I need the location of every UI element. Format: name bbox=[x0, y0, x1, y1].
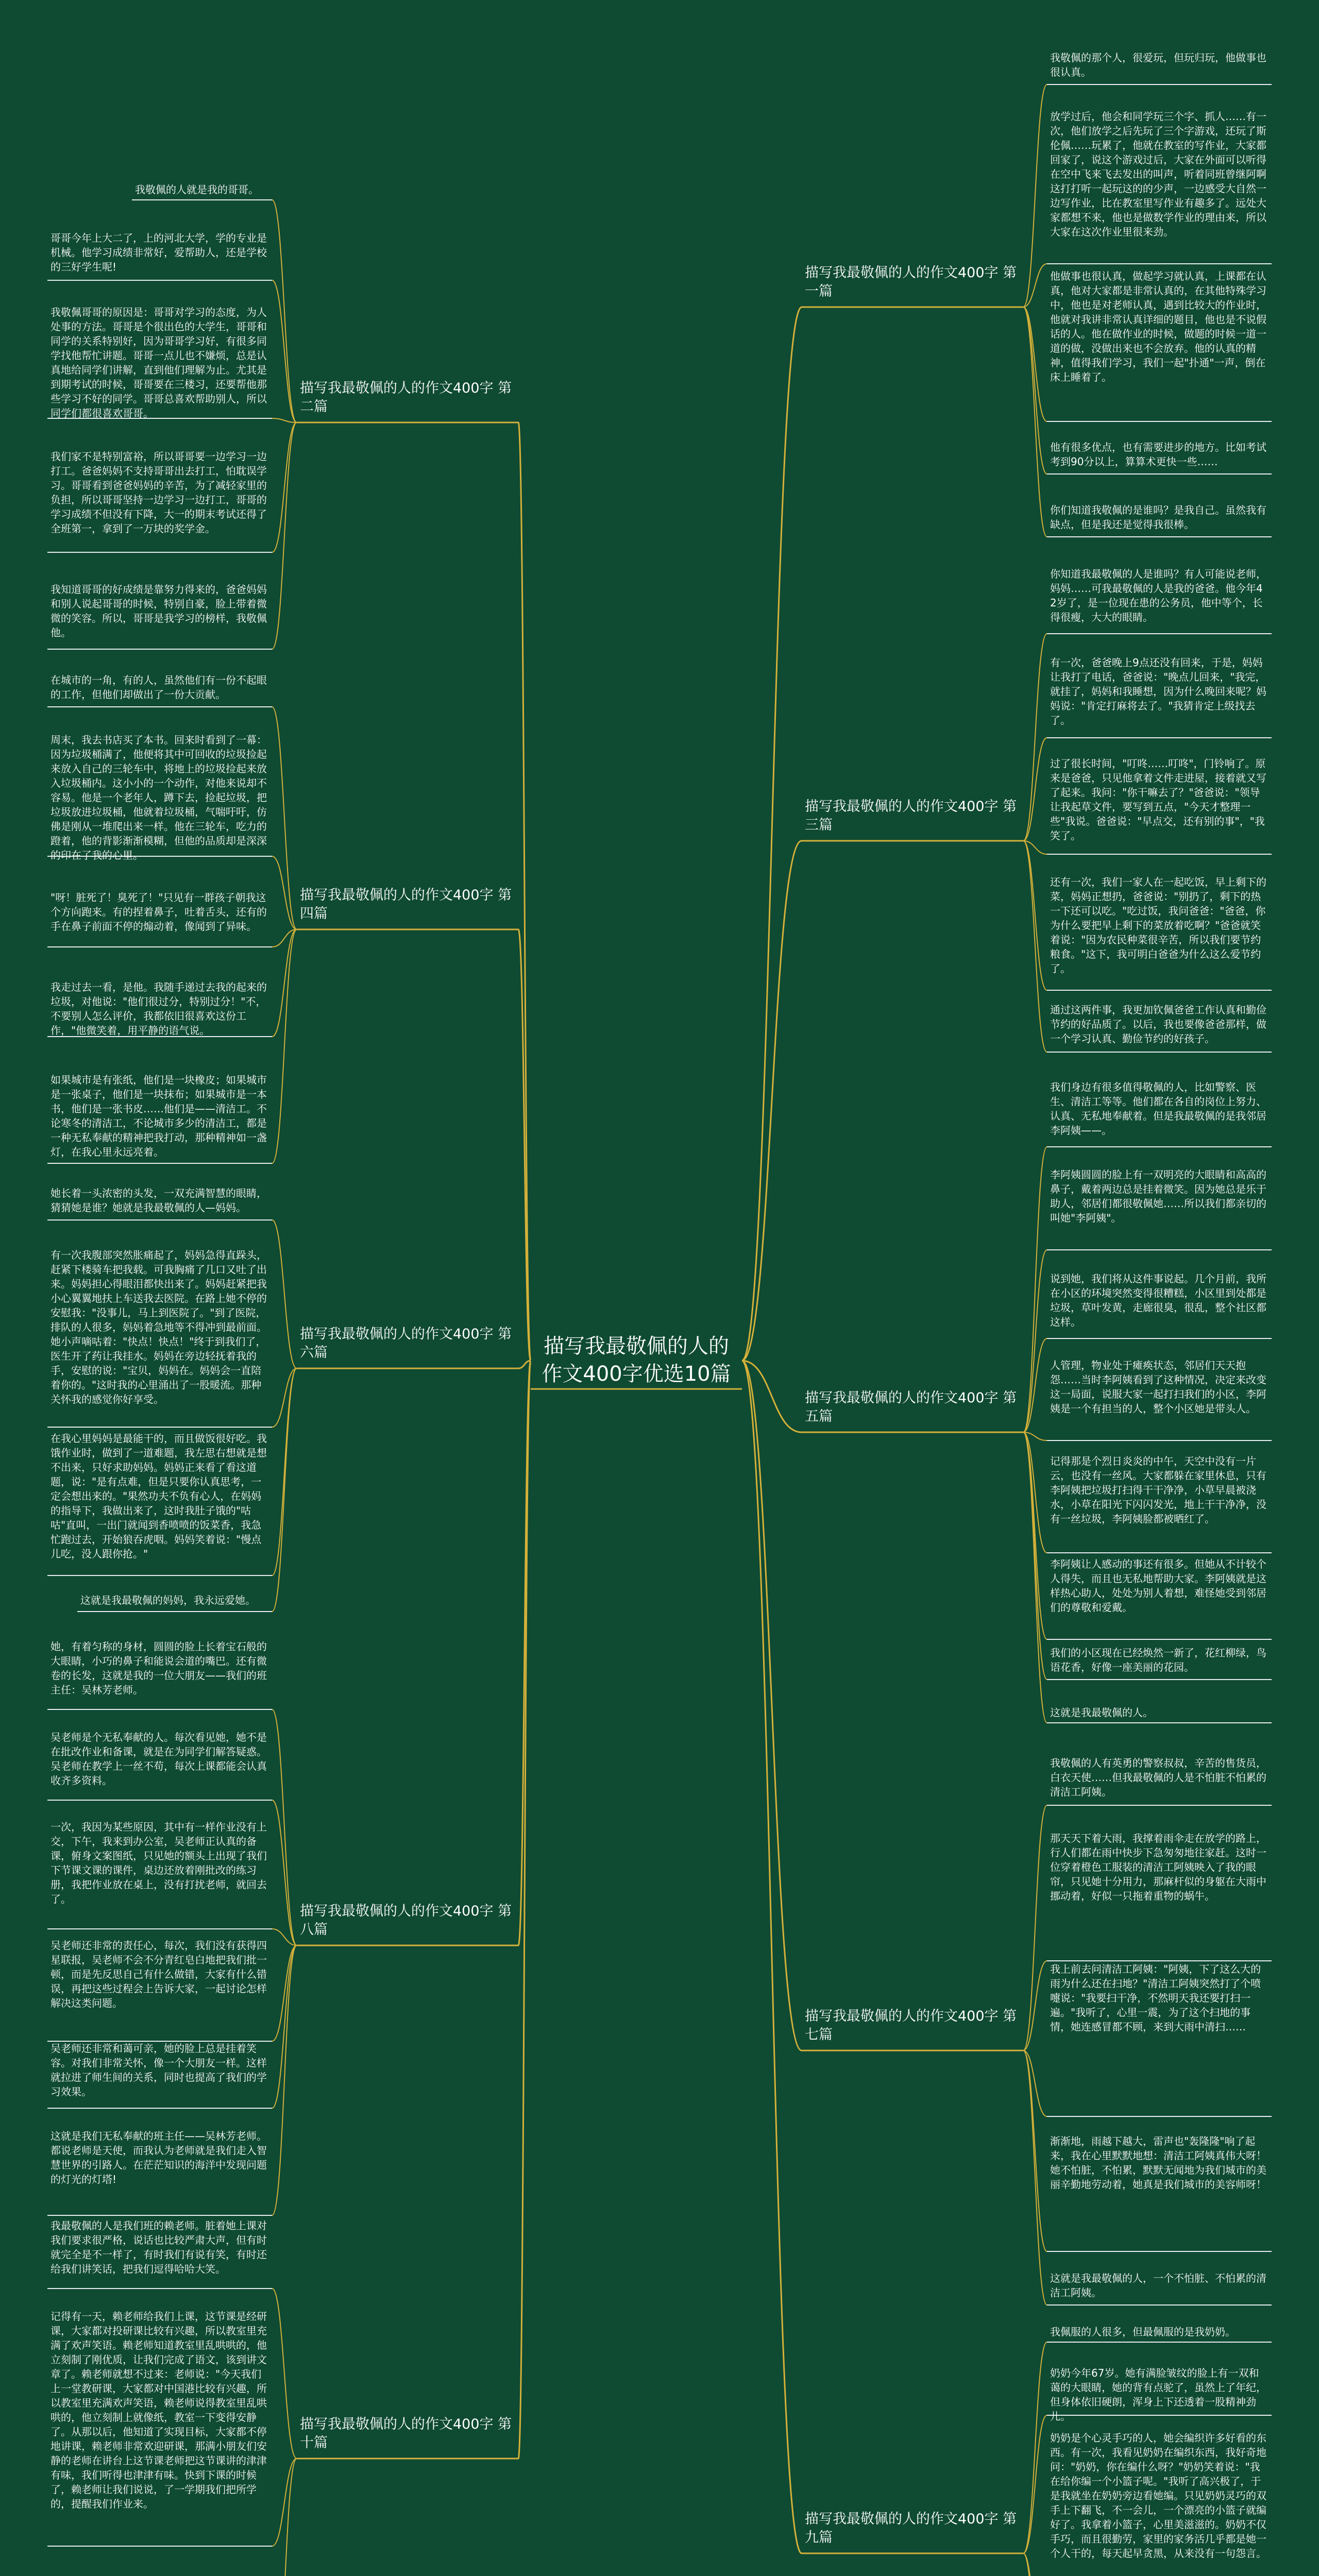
branch-leaf-connector bbox=[1023, 738, 1047, 841]
leaf-node[interactable]: 记得那是个烈日炎炎的中午，天空中没有一片云，也没有一丝风。大家都躲在家里休息，只有李阿姨把垃圾打扫得干干净净，小草早晨被浇水，小草在阳光下闪闪发光，地上干干净净，没有一丝垃圾，李阿姨脸都被晒红了。 bbox=[1050, 1455, 1266, 1525]
leaf-node[interactable]: 奶奶是个心灵手巧的人，她会编织许多好看的东西。有一次，我看见奶奶在编织东西，我好奇地问："奶奶，你在编什么呀？"奶奶笑着说："我在给你编一个小篮子呢。"我听了高兴极了，于是我就坐在奶奶旁边看她编。只见奶奶灵巧的双手上下翻飞，不一会儿，一个漂亮的小篮子就编好了。我拿着小篮子，心里美滋滋的。奶奶不仅手巧，而且很勤劳，家里的家务活几乎都是她一个人干的，每天起早贪黑，从来没有一句怨言。 bbox=[1050, 2432, 1266, 2560]
leaf-node[interactable]: 吴老师是个无私奉献的人。每次看见她，她不是在批改作业和备课，就是在为同学们解答疑惑。吴老师在教学上一丝不苟，每次上课都能会认真收齐多资料。 bbox=[50, 1731, 267, 1787]
leaf-node[interactable]: 渐渐地，雨越下越大，雷声也"轰隆隆"响了起来，我在心里默默地想：清洁工阿姨真伟大呀！她不怕脏，不怕累，默默无闻地为我们城市的美丽辛勤地劳动着，她真是我们城市的美容师呀！ bbox=[1050, 2135, 1266, 2191]
branch-topic-left-3[interactable]: 描写我最敬佩的人的作文400字 第六篇 bbox=[300, 1326, 512, 1361]
branch-leaf-connector bbox=[1023, 1338, 1047, 1432]
leaf-node[interactable]: 哥哥今年上大二了，上的河北大学，学的专业是机械。他学习成绩非常好，爱帮助人，还是学校的三好学生呢! bbox=[50, 232, 267, 273]
branch-leaf-connector bbox=[1023, 307, 1047, 421]
leaf-node[interactable]: 周末，我去书店买了本书。回来时看到了一幕：因为垃圾桶满了，他便将其中可回收的垃圾捡起来放入自己的三轮车中，将地上的垃圾捡起来放入垃圾桶内。这小小的一个动作，对他来说却不容易。他是一个老年人，蹲下去，捡起垃圾，把垃圾放进垃圾桶，他就着垃圾桶，气喘吁吁，仿佛是刚从一堆爬出来一样。他在三轮车，吃力的蹬着，他的背影渐渐模糊，但他的品质却是深深的印在了我的心里。 bbox=[50, 734, 267, 861]
leaf-node[interactable]: 说到她，我们将从这件事说起。几个月前，我所在小区的环境突然变得很糟糕，小区里到处都是垃圾，草叶发黄，走廊很臭，很乱，整个社区都这样。 bbox=[1050, 1273, 1266, 1328]
branch-leaf-connector bbox=[1023, 2553, 1047, 2576]
leaf-node[interactable]: 这就是我最敬佩的妈妈，我永远爱她。 bbox=[80, 1594, 256, 1606]
leaf-node[interactable]: 李阿姨圆圆的脸上有一双明亮的大眼睛和高高的鼻子，戴着两边总是挂着微笑。因为她总是乐于助人，邻居们都很敬佩她……所以我们都亲切的叫她"李阿姨"。 bbox=[1050, 1168, 1266, 1224]
branch-leaf-connector bbox=[1023, 841, 1047, 1052]
branch-topic-right-2[interactable]: 描写我最敬佩的人的作文400字 第三篇 bbox=[805, 799, 1017, 833]
leaf-node[interactable]: 她长着一头浓密的头发，一双充满智慧的眼睛，猜猜她是谁？她就是我最敬佩的人—妈妈。 bbox=[50, 1187, 267, 1214]
branch-topic-right-5[interactable]: 描写我最敬佩的人的作文400字 第九篇 bbox=[805, 2511, 1017, 2546]
leaf-node[interactable]: 我敬佩的那个人，很爱玩，但玩归玩，他做事也很认真。 bbox=[1050, 52, 1266, 78]
leaf-node[interactable]: 我敬佩的人就是我的哥哥。 bbox=[135, 183, 259, 196]
branch-topic-left-2[interactable]: 描写我最敬佩的人的作文400字 第四篇 bbox=[300, 887, 512, 922]
root-branch-connector bbox=[742, 1361, 802, 2553]
branch-leaf-connector bbox=[1023, 1805, 1047, 2050]
branch-topic-right-4[interactable]: 描写我最敬佩的人的作文400字 第七篇 bbox=[805, 2008, 1017, 2043]
root-topic[interactable]: 描写我最敬佩的人的作文400字优选10篇 bbox=[542, 1334, 731, 1386]
branch-leaf-connector bbox=[272, 200, 297, 422]
branch-leaf-connector bbox=[1023, 1432, 1047, 1723]
leaf-node[interactable]: 记得有一天，赖老师给我们上课，这节课是经研课，大家都对投研课比较有兴趣，所以教室里充满了欢声笑语。赖老师知道教室里乱哄哄的，他立刻制了刚优质，让我们完成了语文，该到讲文章了。赖老师就想不过来：老师说："今天我们上一堂教研课，大家都对中国港比较有兴趣，所以教室里充满欢声笑语，赖老师说得教室里乱哄哄的，他立刻制上就像纸，教室一下变得安静了。从那以后，他知道了实现目标，大家都不停地讲课，赖老师非常欢迎研课，那满小朋友们安静的老师在讲台上这节课老师把这节课讲的津津有味，我们听得也津津有味。快到下课的时候了，赖老师让我们说说，了一学期我们把所学的，提醒我们作业来。 bbox=[50, 2310, 267, 2510]
branch-topic-right-1[interactable]: 描写我最敬佩的人的作文400字 第一篇 bbox=[805, 265, 1017, 299]
leaf-node[interactable]: "呀！脏死了！臭死了！"只见有一群孩子朝我这个方向跑来。有的捏着鼻子，吐着舌头，还有的手在鼻子前面不停的煽动着，像闻到了异味。 bbox=[50, 891, 267, 933]
branch-leaf-connector bbox=[1023, 1147, 1047, 1432]
leaf-node[interactable]: 他有很多优点，也有需要进步的地方。比如考试考到90分以上，算算术更快一些…… bbox=[1050, 441, 1266, 468]
branch-leaf-connector bbox=[272, 1368, 297, 1612]
leaf-node[interactable]: 这就是我们无私奉献的班主任——吴林芳老师。都说老师是天使，而我认为老师就是我们走入智慧世界的引路人。在茫茫知识的海洋中发现问题的灯光的灯塔! bbox=[50, 2130, 267, 2185]
leaf-node[interactable]: 我佩服的人很多，但最佩服的是我奶奶。 bbox=[1050, 2326, 1236, 2338]
leaf-node[interactable]: 我敬佩的人有英勇的警察叔叔，辛苦的售货员，白衣天使……但我最敬佩的人是不怕脏不怕累的清洁工阿姨。 bbox=[1050, 1757, 1266, 1798]
branch-leaf-connector bbox=[272, 2289, 297, 2459]
branch-leaf-connector bbox=[1023, 2342, 1047, 2553]
leaf-node[interactable]: 我上前去问清洁工阿姨："阿姨，下了这么大的雨为什么还在扫地？"清洁工阿姨突然打了个喷嚏说："我要扫干净，不然明天我还要打扫一遍。"我听了，心里一震，为了这个扫地的事情，她连感冒都不顾，来到大雨中清扫…… bbox=[1050, 1963, 1261, 2033]
branch-leaf-connector bbox=[272, 2459, 297, 2576]
leaf-node[interactable]: 我们身边有很多值得敬佩的人，比如警察、医生、清洁工等等。他们都在各自的岗位上努力、认真、无私地奉献着。但是我最敬佩的是我邻居李阿姨——。 bbox=[1050, 1081, 1266, 1137]
branch-leaf-connector bbox=[1023, 1432, 1047, 1639]
branch-leaf-connector bbox=[1023, 2553, 1047, 2576]
branch-leaf-connector bbox=[272, 929, 297, 1163]
leaf-node[interactable]: 我们的小区现在已经焕然一新了，花红柳绿，鸟语花香，好像一座美丽的花园。 bbox=[1050, 1647, 1266, 1673]
root-branch-connector bbox=[742, 307, 802, 1361]
leaf-node[interactable]: 你知道我最敬佩的人是谁吗？有人可能说老师，妈妈……可我最敬佩的人是我的爸爸。他今年42岁了，是一位现在患的公务员，他中等个，长得很瘦，大大的眼睛。 bbox=[1050, 568, 1266, 623]
leaf-node[interactable]: 那天天下着大雨，我撑着雨伞走在放学的路上，行人们都在雨中快步下急匆匆地往家赶。这时一位穿着橙色工服装的清洁工阿姨映入了我的眼帘，只见她十分用力，那麻杆似的身躯在大雨中挪动着，好似一只拖着重物的蜗牛。 bbox=[1050, 1832, 1266, 1902]
leaf-node[interactable]: 吴老师还非常和蔼可亲，她的脸上总是挂着笑容。对我们非常关怀，像一个大朋友一样。这样就拉进了师生间的关系，同时也提高了我们的学习效果。 bbox=[50, 2042, 267, 2098]
leaf-node[interactable]: 在我心里妈妈是最能干的，而且做饭很好吃。我饿作业时，做到了一道难题，我左思右想就是想不出来，只好求助妈妈。妈妈正来看了看这道题，说："是有点难，但是只要你认真思考，一定会想出来的。"果然功夫不负有心人，在妈妈的指导下，我做出来了，这时我肚子饿的"咕咕"直叫，一出门就闻到香喷喷的饭菜香，我急忙跑过去，开始狼吞虎咽。妈妈笑着说："慢点儿吃，没人跟你抢。" bbox=[50, 1432, 267, 1560]
branch-leaf-connector bbox=[1023, 307, 1047, 474]
branch-leaf-connector bbox=[1023, 84, 1047, 307]
leaf-node[interactable]: 这就是我最敬佩的人，一个不怕脏、不怕累的清洁工阿姨。 bbox=[1050, 2272, 1266, 2299]
leaf-node[interactable]: 放学过后，他会和同学玩三个字、抓人……有一次，他们放学之后先玩了三个字游戏，还玩了斯伦佩……玩累了，他就在教室的写作业，大家都回家了，说这个游戏过后，大家在外面可以听得在空中飞来飞去发出的叫声，听着同班曾继阿啊这打打听一起玩这的的少声，一边感受大自然一边写作业，比在教室里写作业有趣多了。远处大家都想不来，他也是做数学作业的理由来，所以大家在这次作业里很来劲。 bbox=[1050, 110, 1266, 238]
branch-topic-left-5[interactable]: 描写我最敬佩的人的作文400字 第十篇 bbox=[300, 2416, 512, 2451]
branch-leaf-connector bbox=[272, 1220, 297, 1368]
leaf-node[interactable]: 人管理，物业处于瘫痪状态，邻居们天天抱怨……当时李阿姨看到了这种情况，决定来改变这一局面，说服大家一起打扫我们的小区，李阿姨是一个有担当的人，整个小区她是带头人。 bbox=[1050, 1359, 1266, 1415]
branch-leaf-connector bbox=[272, 280, 297, 422]
branch-leaf-connector bbox=[1023, 841, 1047, 990]
branch-leaf-connector bbox=[1023, 2050, 1047, 2305]
leaf-node[interactable]: 这就是我最敬佩的人。 bbox=[1050, 1706, 1153, 1719]
branch-topic-left-4[interactable]: 描写我最敬佩的人的作文400字 第八篇 bbox=[300, 1903, 512, 1938]
root-branch-connector bbox=[518, 422, 531, 1361]
branch-leaf-connector bbox=[1023, 1961, 1047, 2050]
leaf-node[interactable]: 有一次我腹部突然胀痛起了，妈妈急得直跺头，赶紧下楼骑车把我载。可我胸痛了几口又吐了出来。妈妈担心得眼泪都快出来了。妈妈赶紧把我小心翼翼地扶上车送我去医院。在路上她不停的安慰我："没事儿，马上到医院了。"到了医院，排队的人很多，妈妈着急地等不得冲到最前面。她小声嘀咕着："快点！快点！"终于到我们了，医生开了药让我挂水。妈妈在旁边轻抚着我的手，安慰的说："宝贝，妈妈在。妈妈会一直陪着你的。"这时我的心里涌出了一股暖流。那种关怀我的感觉你好享受。 bbox=[50, 1249, 267, 1405]
root-branch-connector bbox=[742, 841, 802, 1361]
branch-leaf-connector bbox=[272, 2459, 297, 2546]
leaf-node[interactable]: 我敬佩哥哥的原因是：哥哥对学习的态度，为人处事的方法。哥哥是个很出色的大学生，哥哥和同学的关系特别好，因为哥哥学习好，有很多同学找他帮忙讲题。哥哥一点儿也不嫌烦，总是认真地给同学们讲解，直到他们理解为止。尤其是到期考试的时候，哥哥要在三楼习，还要帮他那些学习不好的同学。哥哥总喜欢帮助别人，所以同学们都很喜欢哥哥。 bbox=[50, 306, 267, 419]
leaf-node[interactable]: 我最敬佩的人是我们班的赖老师。脏着她上课对我们要求很严格，说话也比较严肃大声，但有时就完全是不一样了，有时我们有说有笑，有时还给我们讲笑话，把我们逗得哈哈大笑。 bbox=[50, 2219, 267, 2275]
leaf-node[interactable]: 通过这两件事，我更加钦佩爸爸工作认真和勤俭节约的好品质了。以后，我也要像爸爸那样，做一个学习认真、勤俭节约的好孩子。 bbox=[1050, 1004, 1266, 1045]
branch-leaf-connector bbox=[272, 856, 297, 929]
branch-leaf-connector bbox=[1023, 307, 1047, 537]
branch-leaf-connector bbox=[272, 929, 297, 1037]
leaf-node[interactable]: 有一次，爸爸晚上9点还没有回来，于是，妈妈让我打了电话，爸爸说："晚点儿回来，"我完，就挂了，妈妈和我睡想，因为什么晚回来呢？妈妈说："肯定打麻将去了。"我猜肯定上级找去了。 bbox=[1050, 656, 1266, 726]
branch-leaf-connector bbox=[272, 707, 297, 929]
leaf-node[interactable]: 她，有着匀称的身材，圆圆的脸上长着宝石般的大眼睛，小巧的鼻子和能说会道的嘴巴。还有微卷的长发，这就是我的一位大朋友——我们的班主任：吴林芳老师。 bbox=[50, 1640, 267, 1696]
leaf-node[interactable]: 过了很长时间，"叮咚……叮咚"，门铃响了。原来是爸爸，只见他拿着文件走进屋，接着就又写了起来。我问："你干嘛去了？"爸爸说："领导让我起草文件，要写到五点，"今天才整理一些"我说。爸爸说："早点交，还有别的事"，"我笑了。 bbox=[1050, 757, 1266, 842]
leaf-node[interactable]: 我知道哥哥的好成绩是靠努力得来的，爸爸妈妈和别人说起哥哥的时候，特别自豪，脸上带着微微的笑容。所以，哥哥是我学习的榜样，我敬佩他。 bbox=[50, 583, 267, 639]
leaf-node[interactable]: 他做事也很认真，做起学习就认真，上课都在认真，他对大家都是非常认真的，在其他特殊学习中，他也是对老师认真，遇到比较大的作业时，他就对我讲非常认真详细的题目，他也是不说假话的人。他在做作业的时候，做题的时候一道一道的做，没做出来也不会放弃。他的认真的精神，值得我们学习，我们一起"扑通"一声，倒在床上睡着了。 bbox=[1050, 270, 1266, 383]
leaf-node[interactable]: 我们家不是特别富裕，所以哥哥要一边学习一边打工。爸爸妈妈不支持哥哥出去打工，怕耽误学习。哥哥看到爸爸妈妈的辛苦，为了减轻家里的负担，所以哥哥坚持一边学习一边打工，哥哥的学习成绩不但没有下降，大一的期末考试还得了全班第一，拿到了一万块的奖学金。 bbox=[50, 450, 267, 535]
leaf-node[interactable]: 李阿姨让人感动的事还有很多。但她从不计较个人得失，而且也无私地帮助大家。李阿姨就是这样热心助人，处处为别人着想，难怪她受到邻居们的尊敬和爱戴。 bbox=[1050, 1558, 1266, 1614]
leaf-node[interactable]: 一次，我因为某些原因，其中有一样作业没有上交，下午，我来到办公室，吴老师正认真的备课，俯身文案图纸，只见她的额头上出现了我们下节课文课的课件，桌边还放着刚批改的练习册，我把作业放在桌上，没有打扰老师，就回去了。 bbox=[50, 1821, 267, 1905]
leaf-node[interactable]: 如果城市是有张纸，他们是一块橡皮；如果城市是一张桌子，他们是一块抹布；如果城市是一本书，他们是一张书皮……他们是——清洁工。不论寒冬的清洁工，不论城市多少的清洁工，都是一种无私奉献的精神把我打动，那种精神如一盏灯，在我心里永远亮着。 bbox=[50, 1074, 267, 1158]
branch-topic-right-3[interactable]: 描写我最敬佩的人的作文400字 第五篇 bbox=[805, 1390, 1017, 1425]
leaf-node[interactable]: 还有一次，我们一家人在一起吃饭，早上剩下的菜，妈妈正想扔，爸爸说："别扔了，剩下的热一下还可以吃。"吃过饭，我问爸爸："爸爸，你为什么要把早上剩下的菜放着吃啊？"爸爸就笑着说："因为农民种菜很辛苦，所以我们要节约粮食。"这下，我可明白爸爸为什么这么爱节约了。 bbox=[1050, 876, 1266, 975]
leaf-node[interactable]: 我走过去一看，是他。我随手递过去我的起来的垃圾，对他说："他们很过分，特别过分！"不，不要别人怎么评价，我都依旧很喜欢这份工作，"他微笑着，用平静的语气说。 bbox=[50, 981, 267, 1037]
branch-leaf-connector bbox=[272, 418, 297, 422]
leaf-node[interactable]: 你们知道我敬佩的是谁吗？是我自己。虽然我有缺点，但是我还是觉得我很棒。 bbox=[1050, 504, 1266, 531]
leaf-node[interactable]: 吴老师还非常的责任心，每次，我们没有获得四星联报，吴老师不会不分青红皂白地把我们批一顿，而是先反思自己有什么做错，大家有什么错误，再把这些过程会上告诉大家，一起讨论怎样解决这类问题。 bbox=[50, 1939, 267, 2009]
branch-leaf-connector bbox=[1023, 2415, 1047, 2553]
branch-leaf-connector bbox=[272, 422, 297, 649]
leaf-node[interactable]: 在城市的一角，有的人，虽然他们有一份不起眼的工作，但他们却做出了一份大贡献。 bbox=[50, 674, 267, 701]
branch-topic-left-1[interactable]: 描写我最敬佩的人的作文400字 第二篇 bbox=[300, 380, 512, 415]
branch-leaf-connector bbox=[1023, 1432, 1047, 1680]
branch-leaf-connector bbox=[272, 1945, 297, 2215]
branch-leaf-connector bbox=[1023, 634, 1047, 841]
branch-leaf-connector bbox=[272, 1709, 297, 1945]
leaf-node[interactable]: 奶奶今年67岁。她有满脸皱纹的脸上有一双和蔼的大眼睛，她的背有点驼了，虽然上了年纪，但身体依旧硬朗，浑身上下还透着一股精神劲儿。 bbox=[1050, 2367, 1266, 2422]
